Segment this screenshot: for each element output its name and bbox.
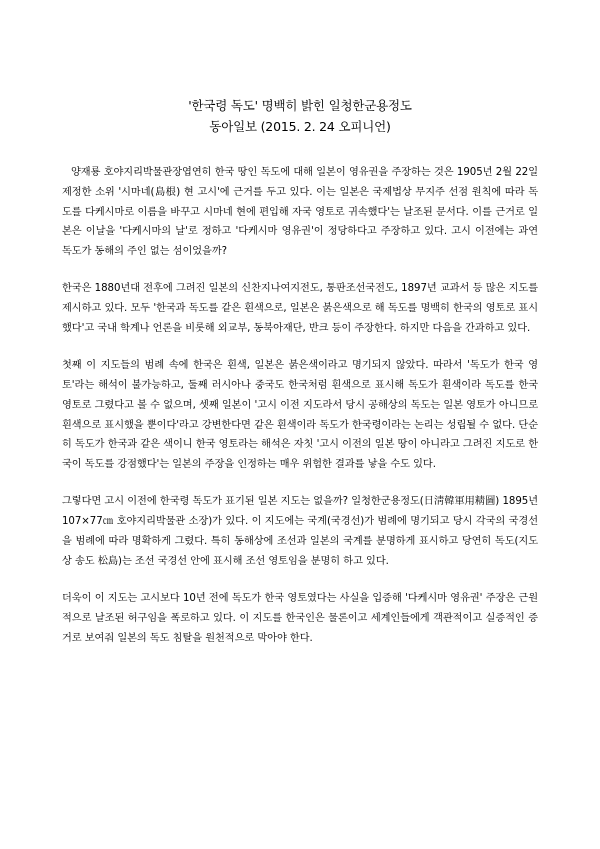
body-paragraph-2: 한국은 1880년대 전후에 그려진 일본의 신찬지나여지전도, 통판조선국전도, 1897년 교과서 등 많은 지도를 제시하고 있다. 모두 '한국과 독도를 같은 흰색으로, 일본은 붉은색으로 해 독도를 명백히 한국의 영토로 표시했다'고 국내 학계나 언론을 비롯해 외교부, 동북아재단, 반크 등이 주장한다. 하지만 다음을 간과하고 있다. <box>62 283 538 334</box>
page-title: '한국령 독도' 명백히 밝힌 일청한군용정도 <box>188 98 412 113</box>
body-paragraph-3: 첫째 이 지도들의 범례 속에 한국은 흰색, 일본은 붉은색이라고 명기되지 않았다. 따라서 '독도가 한국 영토'라는 해석이 불가능하고, 둘째 러시아나 중국도 한국처럼 흰색으로 표시해 독도가 흰색이라 독도를 한국 영토로 그렸다고 볼 수 없으며, 셋째 일본이 '고시 이전 지도라서 당시 공해상의 독도는 일본 영토가 아니므로 흰색으로 표시했을 뿐이다'라고 강변한다면 같은 흰색이라 독도가 한국령이라는 논리는 성립될 수 없다. 단순히 독도가 한국과 같은 색이니 한국 영토라는 해석은 자칫 '고시 이전의 일본 땅이 아니라고 그려진 지도로 한국이 독도를 강점했다'는 일본의 주장을 인정하는 매우 위험한 결과를 낳을 수도 있다. <box>62 359 538 471</box>
page-subtitle: 동아일보 (2015. 2. 24 오피니언) <box>209 119 391 135</box>
body-paragraph-5: 더욱이 이 지도는 고시보다 10년 전에 독도가 한국 영토였다는 사실을 입증해 '다케시마 영유권' 주장은 근원적으로 날조된 허구임을 폭로하고 있다. 이 지도를 한국인은 물론이고 세계인들에게 객관적이고 실증적인 증거로 보여줘 일본의 독도 침탈을 원천적으로 막아야 한다. <box>62 592 538 644</box>
body-paragraph-4: 그렇다면 고시 이전에 한국령 독도가 표기된 일본 지도는 없을까? 일청한군용정도(日淸韓軍用精圖) 1895년 107×77㎝ 호야지리박물관 소장)가 있다. 이 지도에는 국계(국경선)가 범례에 명기되고 당시 각국의 국경선을 범례에 따라 명확하게 그렸다. 특히 동해상에 조선과 일본의 국계를 분명하게 표시하고 당연히 독도(지도상 송도 松島)는 조선 국경선 안에 표시해 조선 영토임을 분명히 하고 있다. <box>62 496 538 567</box>
body-paragraph-1: 양재룡 호야지리박물관장엽연히 한국 땅인 독도에 대해 일본이 영유권을 주장하는 것은 1905년 2월 22일 제정한 소위 '시마네(島根) 현 고시'에 근거를 두고 있다. 이는 일본은 국제법상 무지주 선점 원칙에 따라 독도를 다케시마로 이름을 바꾸고 시마네 현에 편입해 자국 영토로 귀속했다'는 날조된 문서다. 이를 근거로 일본은 이날을 '다케시마의 날'로 정하고 '다케시마 영유권'이 정당하다고 주장하고 있다. 고시 이전에는 과연 독도가 동해의 주인 없는 섬이었을까? <box>62 166 538 258</box>
